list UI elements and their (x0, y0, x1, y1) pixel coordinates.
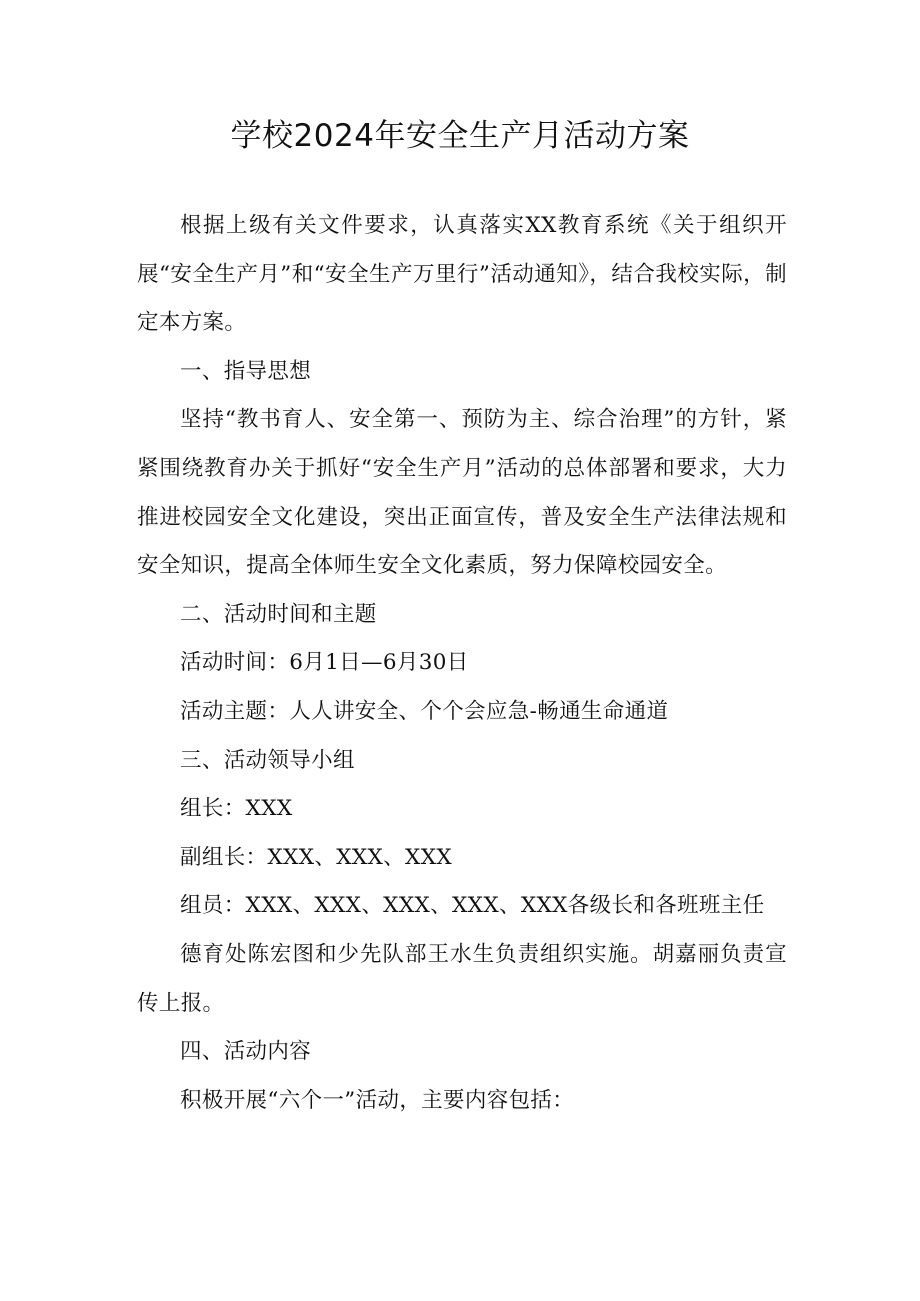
activity-theme-line: 活动主题：人人讲安全、个个会应急-畅通生命通道 (180, 698, 669, 724)
activity-time-line: 活动时间：6月1日—6月30日 (180, 650, 469, 676)
section-heading-guiding-ideology: 一、指导思想 (180, 358, 312, 384)
group-leader-line: 组长：XXX (180, 796, 293, 822)
section-heading-leadership-group: 三、活动领导小组 (180, 747, 355, 773)
document-body (137, 202, 787, 1125)
responsibility-paragraph: 德育处陈宏图和少先队部王水生负责组织实施。胡嘉丽负责宣传上报。 (137, 941, 787, 1016)
intro-paragraph: 根据上级有关文件要求，认真落实XX教育系统《关于组织开展“安全生产月”和“安全生产万里行”活动通知》，结合我校实际，制定本方案。 (137, 213, 787, 336)
group-members-line: 组员：XXX、XXX、XXX、XXX、XXX各级长和各班班主任 (180, 893, 765, 919)
guiding-ideology-paragraph: 坚持“教书育人、安全第一、预防为主、综合治理”的方针，紧紧围绕教育办关于抓好“安全生产月”活动的总体部署和要求，大力推进校园安全文化建设，突出正面宣传，普及安全生产法律法规和安全知识，提高全体师生安全文化素质，努力保障校园安全。 (137, 407, 787, 579)
deputy-leader-line: 副组长：XXX、XXX、XXX (180, 844, 453, 870)
activity-content-intro: 积极开展“六个一”活动，主要内容包括： (180, 1087, 575, 1113)
section-heading-time-theme: 二、活动时间和主题 (180, 601, 377, 627)
document-title: 学校2024年安全生产月活动方案 (230, 118, 690, 154)
section-heading-activity-content: 四、活动内容 (180, 1039, 312, 1065)
